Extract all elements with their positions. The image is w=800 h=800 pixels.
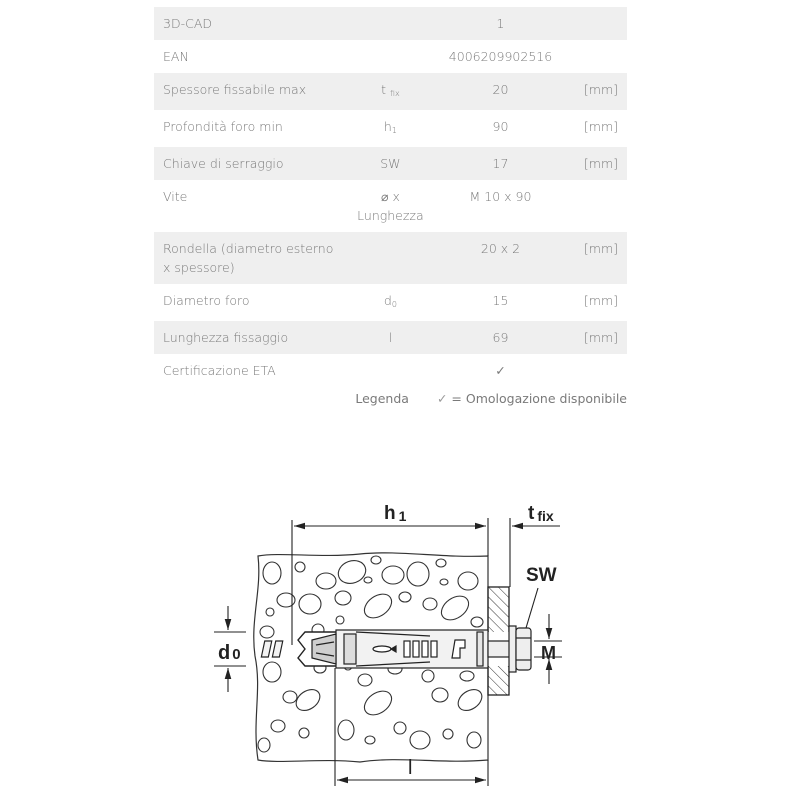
row-value: 15	[492, 293, 509, 308]
symbol-text: SW	[380, 156, 401, 171]
sw-label: SW	[526, 565, 557, 586]
check-icon: ✓	[495, 363, 506, 378]
symbol-text: l	[388, 330, 393, 345]
table-row	[154, 354, 627, 387]
h1-label: h 1	[384, 503, 407, 524]
row-symbol	[346, 40, 434, 73]
row-unit	[566, 180, 627, 232]
legend-label: Legenda	[355, 391, 409, 406]
row-label: Spessore fissabile max	[154, 73, 346, 110]
symbol-text: d	[383, 293, 392, 308]
table-row	[154, 110, 627, 147]
row-value: 69	[435, 321, 567, 354]
row-label: Diametro foro	[163, 293, 250, 308]
row-symbol	[346, 73, 434, 110]
row-symbol	[346, 284, 434, 321]
row-symbol	[346, 7, 434, 40]
row-unit: [mm]	[583, 119, 618, 134]
row-value: 20 x 2	[435, 232, 567, 284]
check-icon: ✓	[436, 391, 448, 406]
row-label: Vite	[163, 189, 188, 204]
table-row	[154, 40, 627, 73]
table-row	[154, 284, 627, 321]
row-label: Chiave di serraggio	[154, 147, 346, 180]
legend	[355, 391, 627, 406]
symbol-subscript: 1	[391, 126, 397, 135]
row-value: 4006209902516	[448, 49, 553, 64]
spec-table	[154, 7, 627, 387]
row-unit: [mm]	[566, 232, 627, 284]
row-value: 90	[492, 119, 509, 134]
anchor-installation-diagram	[200, 495, 580, 795]
table-row	[154, 73, 627, 110]
row-label: EAN	[163, 49, 189, 64]
row-label: Certificazione ETA	[163, 363, 276, 378]
row-symbol	[346, 321, 434, 354]
table-row	[154, 180, 627, 232]
row-symbol	[346, 180, 434, 232]
m-label: M	[541, 643, 556, 663]
legend-equals: =	[451, 391, 462, 406]
row-label: Profondità foro min	[163, 119, 283, 134]
row-symbol	[346, 232, 434, 284]
row-symbol	[346, 110, 434, 147]
table-row	[154, 321, 627, 354]
row-label: Rondella (diametro esterno x spessore)	[154, 232, 346, 284]
symbol-subscript: fix	[389, 89, 400, 98]
symbol-subscript: 0	[391, 300, 397, 309]
row-symbol	[346, 354, 434, 387]
row-unit: [mm]	[583, 293, 618, 308]
table-row	[154, 232, 627, 284]
tfix-label: t fix	[528, 503, 554, 524]
symbol-text: t	[381, 82, 386, 97]
row-value: M 10 x 90	[469, 189, 532, 204]
row-unit: [mm]	[566, 321, 627, 354]
symbol-text: ⌀ x Lunghezza	[357, 189, 424, 223]
row-label: 3D-CAD	[154, 7, 346, 40]
row-label: Lunghezza fissaggio	[154, 321, 346, 354]
table-row	[154, 7, 627, 40]
table-row	[154, 147, 627, 180]
l-label: l	[408, 757, 413, 779]
row-value: 17	[435, 147, 567, 180]
d0-label: d 0	[218, 642, 241, 664]
row-unit	[566, 354, 627, 387]
row-value: 20	[435, 73, 567, 110]
row-unit: [mm]	[566, 147, 627, 180]
row-unit: [mm]	[566, 73, 627, 110]
row-unit	[566, 7, 627, 40]
row-unit	[566, 40, 627, 73]
row-symbol	[346, 147, 434, 180]
row-value: 1	[435, 7, 567, 40]
legend-text: Omologazione disponibile	[465, 391, 627, 406]
symbol-text: h	[383, 119, 392, 134]
